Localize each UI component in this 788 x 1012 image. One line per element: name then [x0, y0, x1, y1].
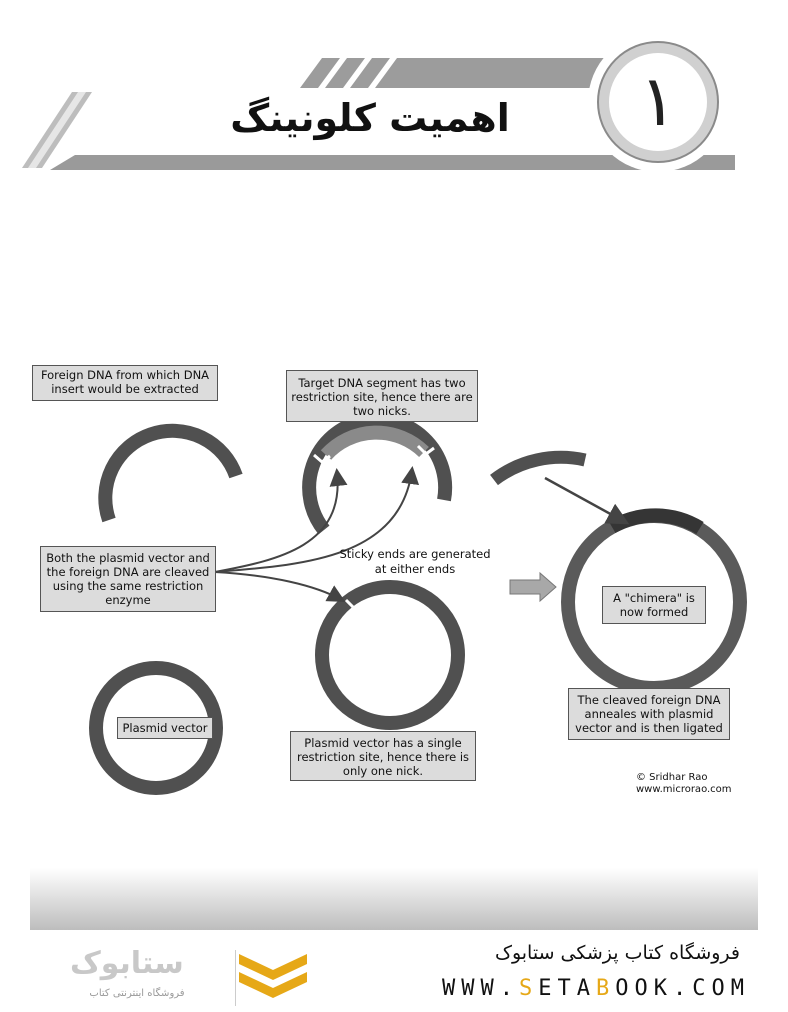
nicked-plasmid — [322, 587, 458, 723]
label-foreign-dna: Foreign DNA from which DNA insert would be extracted — [32, 365, 218, 401]
logo-subtitle: فروشگاه اینترنتی کتاب — [89, 988, 185, 999]
logo-text: ستابوک — [70, 946, 184, 981]
url-part-s: S — [519, 976, 539, 1001]
label-chimera: A "chimera" is now formed — [602, 586, 706, 624]
page-title: اهمیت کلونینگ — [230, 96, 510, 140]
footer-gradient-band — [30, 868, 758, 930]
footer-url[interactable] — [400, 976, 750, 1001]
url-part-ook: OOK.COM — [615, 976, 750, 1001]
chapter-number: ١ — [639, 60, 677, 142]
arrow-fragment-to-chimera — [545, 478, 625, 522]
credit-site: www.microrao.com — [636, 784, 732, 795]
excised-fragment — [494, 457, 585, 480]
label-annealed: The cleaved foreign DNA anneales with plasmid vector and is then ligated — [568, 688, 730, 740]
foreign-dna-arc — [105, 431, 236, 520]
credit-author: © Sridhar Rao — [636, 772, 708, 783]
grey-arrow — [510, 573, 556, 601]
label-plasmid-vector: Plasmid vector — [117, 717, 213, 739]
url-part-www: WWW. — [442, 976, 520, 1001]
footer-shop-name: فروشگاه کتاب پزشکی ستابوک — [494, 942, 740, 964]
label-target-segment: Target DNA segment has two restriction site, hence there are two nicks. — [286, 370, 478, 422]
arrow-to-plasmid-nick — [215, 572, 342, 600]
logo-chevron-icon — [235, 948, 311, 1008]
label-single-site: Plasmid vector has a single restriction site, hence there is only one nick. — [290, 731, 476, 781]
url-part-eta: ETA — [538, 976, 597, 1001]
label-sticky-ends: Sticky ends are generated at either ends — [339, 547, 491, 576]
url-part-b: B — [596, 976, 616, 1001]
label-both-cleaved: Both the plasmid vector and the foreign DNA are cleaved using the same restriction enzyme — [40, 546, 216, 612]
